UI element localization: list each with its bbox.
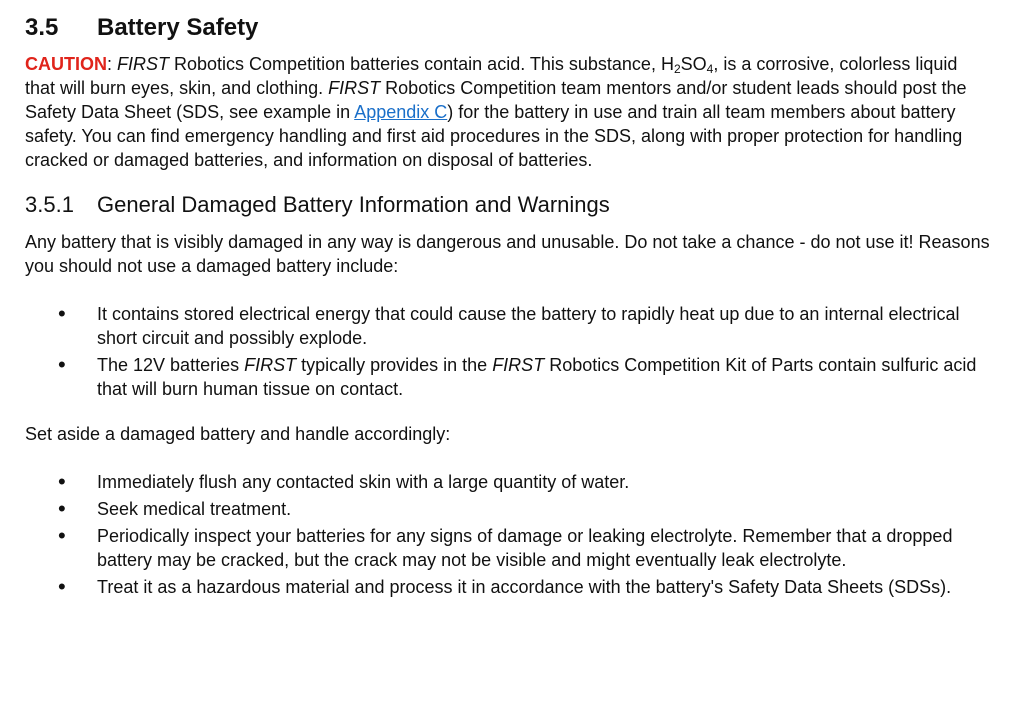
list-item: • Periodically inspect your batteries for any signs of damage or leaking electrolyte. Remember that a dropped battery may be cracked, but the crack may not be visible and might eventually leak electrolyte. bbox=[25, 524, 990, 572]
caution-label: CAUTION bbox=[25, 54, 107, 74]
subscript-4: 4 bbox=[706, 62, 714, 76]
section-number: 3.5 bbox=[25, 14, 59, 41]
first-brand: FIRST bbox=[117, 54, 170, 74]
list-item: • Immediately flush any contacted skin with a large quantity of water. bbox=[25, 470, 990, 494]
actions-list bbox=[25, 470, 990, 599]
section-heading bbox=[25, 14, 990, 42]
caution-text-5: ) for the battery in use and train all team members about battery safety. You can find emergency handling and first aid procedures in the SDS, along with proper protection for handling cracked or damaged batteries, and information on disposal of batteries. bbox=[25, 102, 963, 170]
reason-2-text-c: Robotics Competition Kit of Parts contain sulfuric acid that will burn human tissue on contact. bbox=[97, 355, 977, 399]
subsection-heading bbox=[25, 192, 990, 218]
subsection-number: 3.5.1 bbox=[25, 192, 74, 217]
reason-2-text-b: typically provides in the bbox=[296, 355, 493, 375]
subsection-title: General Damaged Battery Information and Warnings bbox=[97, 192, 610, 217]
reasons-list bbox=[25, 302, 990, 401]
first-brand-2: FIRST bbox=[328, 78, 381, 98]
caution-text-1: Robotics Competition batteries contain acid. This substance, H bbox=[169, 54, 674, 74]
caution-paragraph bbox=[25, 52, 990, 172]
list-item bbox=[25, 353, 990, 401]
set-aside-paragraph: Set aside a damaged battery and handle accordingly: bbox=[25, 424, 451, 444]
caution-text-3: , is a corrosive, colorless liquid that will burn eyes, skin, and clothing. bbox=[25, 54, 958, 98]
caution-sep: : bbox=[107, 54, 118, 74]
caution-text-2: SO bbox=[680, 54, 707, 74]
list-item bbox=[25, 302, 990, 350]
reason-1-text: It contains stored electrical energy that could cause the battery to rapidly heat up due to an internal electrical short circuit and possibly explode. bbox=[97, 304, 960, 348]
list-item: • Seek medical treatment. bbox=[25, 497, 990, 521]
first-brand-4: FIRST bbox=[492, 355, 545, 375]
list-item: • Treat it as a hazardous material and process it in accordance with the battery's Safety Data Sheets (SDSs). bbox=[25, 575, 990, 599]
reason-2-text-a: The 12V batteries bbox=[97, 355, 245, 375]
section-title: Battery Safety bbox=[97, 14, 259, 41]
first-brand-3: FIRST bbox=[244, 355, 297, 375]
caution-text-4: Robotics Competition team mentors and/or student leads should post the Safety Data Sheet (SDS, see example in bbox=[25, 78, 967, 122]
intro-paragraph: Any battery that is visibly damaged in any way is dangerous and unusable. Do not take a chance - do not use it! Reasons you should not use a damaged battery include: bbox=[25, 232, 990, 276]
subscript-2: 2 bbox=[673, 62, 681, 76]
appendix-c-link[interactable]: Appendix C bbox=[354, 102, 448, 122]
